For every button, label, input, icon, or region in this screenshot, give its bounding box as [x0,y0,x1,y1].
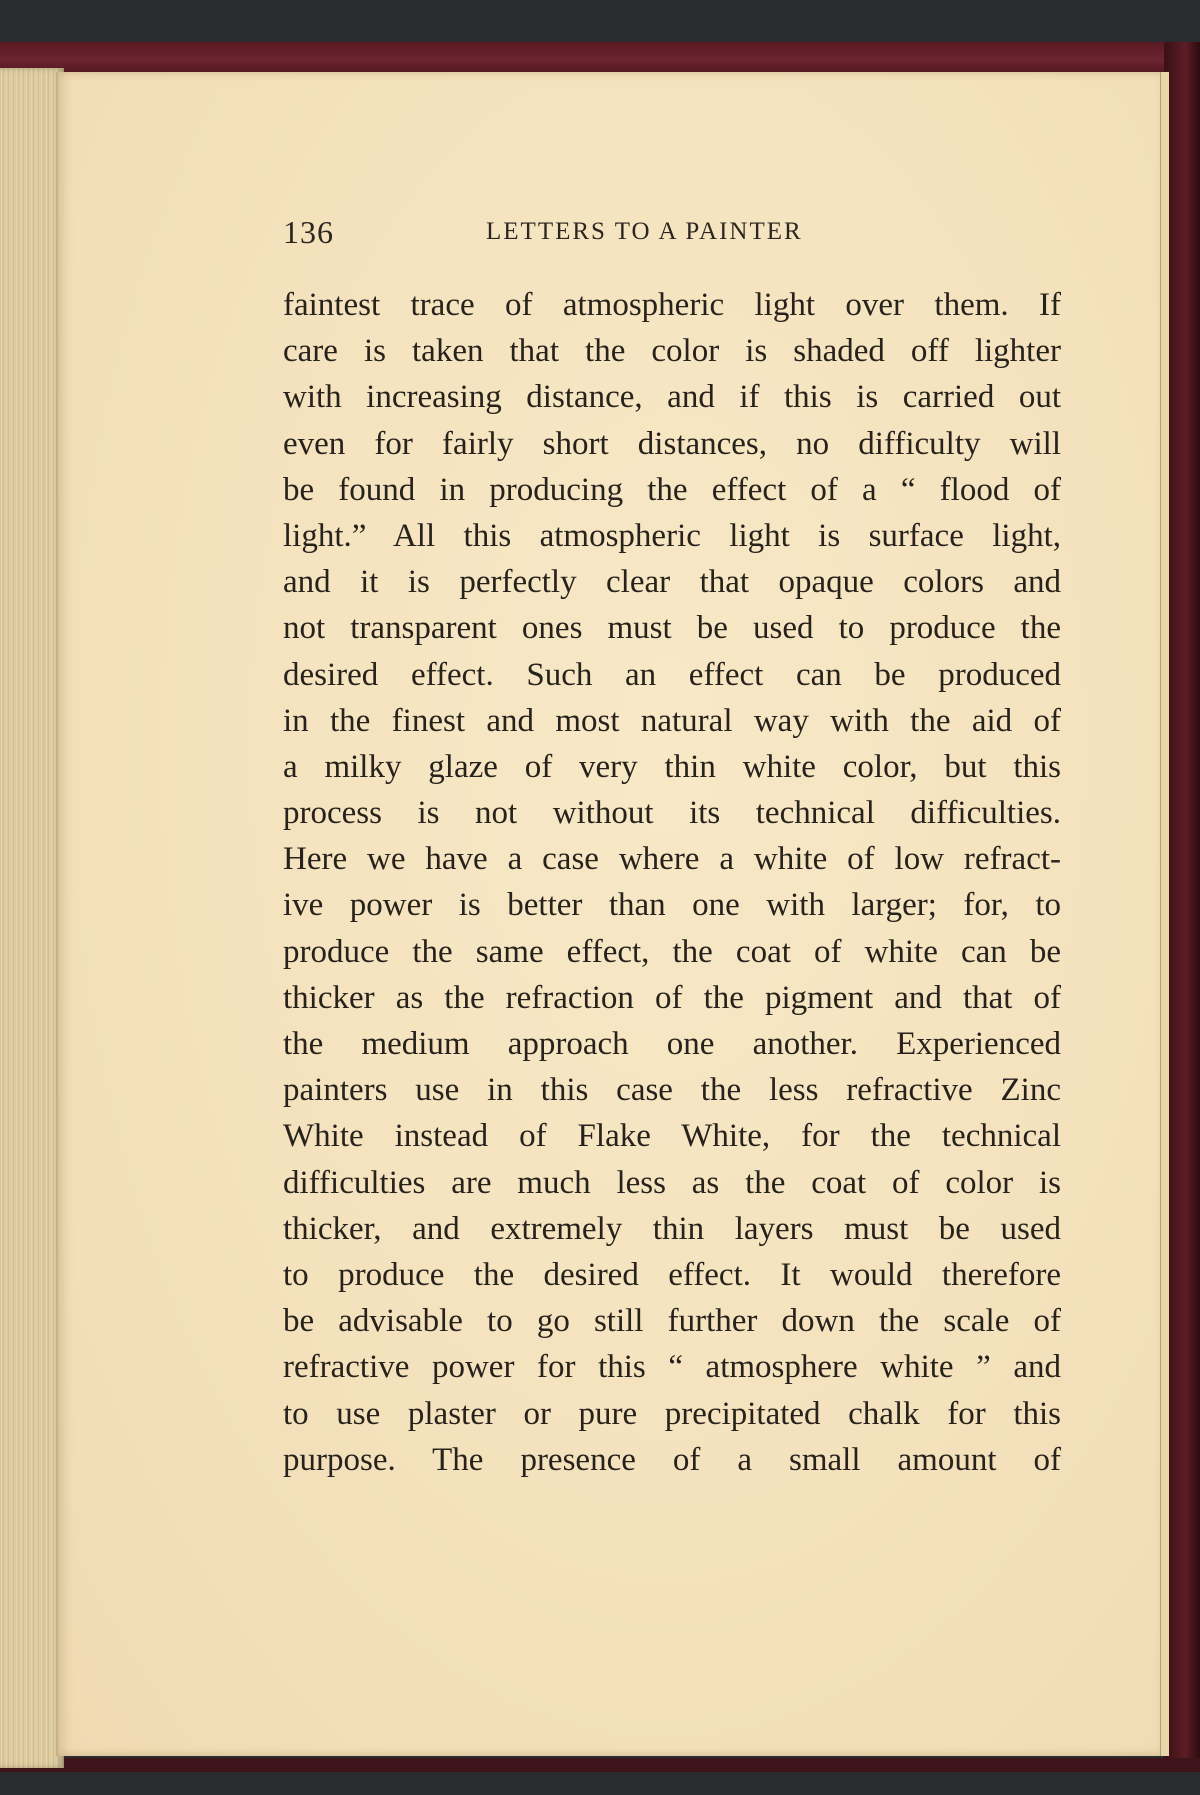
text-line: produce the same effect, the coat of white can be [283,933,1061,970]
text-line: White instead of Flake White, for the technical [283,1118,1061,1155]
text-line: with increasing distance, and if this is carried out [283,379,1061,416]
text-line: in the finest and most natural way with the aid of [283,702,1061,739]
page-number: 136 [283,214,334,250]
running-head: LETTERS TO A PAINTER [486,218,803,245]
text-line: thicker, and extremely thin layers must be used [283,1210,1061,1247]
text-line: thicker as the refraction of the pigment and that of [283,979,1061,1016]
text-line: difficulties are much less as the coat of color is [283,1164,1061,1201]
page-header [283,214,1073,254]
page-leaves-edge [0,68,64,1768]
text-line: not transparent ones must be used to produce the [283,610,1061,647]
text-line: be found in producing the effect of a “ flood of [283,471,1061,508]
text-line: light.” All this atmospheric light is surface light, [283,517,1061,554]
body-text [283,282,1061,1483]
text-line: care is taken that the color is shaded off lighter [283,333,1061,370]
text-line: be advisable to go still further down the scale of [283,1303,1061,1340]
text-line: even for fairly short distances, no difficulty will [283,425,1061,462]
text-line: faintest trace of atmospheric light over them. If [283,287,1061,323]
text-line: refractive power for this “ atmosphere white ” and [283,1349,1061,1386]
text-line: the medium approach one another. Experienced [283,1026,1061,1062]
text-line: to produce the desired effect. It would therefore [283,1256,1061,1293]
page-right-edge [1160,72,1169,1756]
text-line: to use plaster or pure precipitated chalk for this [283,1395,1061,1432]
text-line: desired effect. Such an effect can be produced [283,656,1061,693]
text-line: ive power is better than one with larger; for, to [283,887,1061,924]
text-line: a milky glaze of very thin white color, but this [283,748,1061,785]
text-line: process is not without its technical difficulties. [283,795,1061,832]
cover-bottom-edge [0,1758,1200,1772]
text-line: Here we have a case where a white of low refract- [283,841,1061,878]
text-line: painters use in this case the less refractive Zinc [283,1072,1061,1109]
text-line: purpose. The presence of a small amount of [283,1441,1061,1478]
text-line: and it is perfectly clear that opaque colors and [283,564,1061,601]
cover-right-edge [1164,42,1200,1762]
